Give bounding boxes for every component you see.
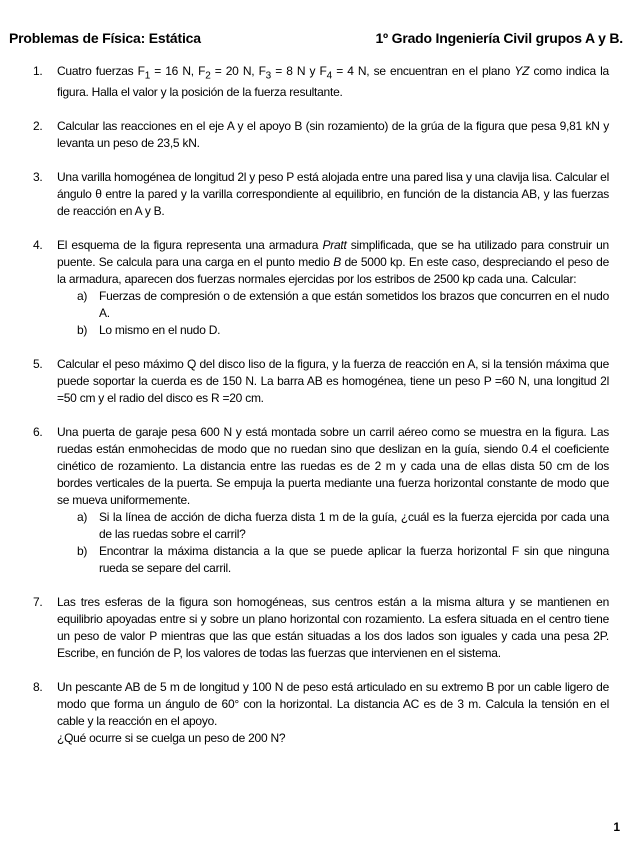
subitem-letter: b) — [77, 323, 88, 338]
document-title: Problemas de Física: Estática — [9, 30, 201, 46]
subitem-text: Encontrar la máxima distancia a la que se puede aplicar la fuerza horizontal F sin que ninguna rueda se separe del carril. — [99, 544, 609, 576]
subitem-letter: a) — [77, 510, 88, 525]
problem-text: Las tres esferas de la figura son homogéneas, sus centros están a la misma altura y se mantienen en equilibrio apoyadas entre si y sobre un plano horizontal con rozamiento. La esfera situada en el centro tiene un peso de valor P mientras que las que están situadas a los dos lados son iguales y cada una pesa 2P. Escribe, en función de P, los valores de todas las fuerzas que intervienen en el sistema. — [57, 595, 609, 661]
problem-7 — [33, 594, 609, 662]
subitem-text: Fuerzas de compresión o de extensión a que están sometidos los brazos que concurren en el nudo A. — [99, 289, 609, 321]
sublist — [57, 509, 609, 577]
problem-8 — [33, 679, 609, 747]
problem-number: 6. — [33, 425, 43, 440]
problem-number: 3. — [33, 170, 43, 185]
page-number: 1 — [613, 820, 620, 834]
subitem-b — [57, 543, 609, 577]
problem-list — [33, 63, 609, 747]
problem-number: 8. — [33, 680, 43, 695]
problem-text: El esquema de la figura representa una armadura Pratt simplificada, que se ha utilizado para construir un puente. Se calcula para una carga en el punto medio B de 5000 kp. En este caso, despreciando el peso de la armadura, aparecen dos fuerzas normales ejercidas por los estribos de 2500 kp cada una. Calcular: — [57, 238, 609, 287]
subitem-b — [57, 322, 609, 339]
problem-number: 1. — [33, 64, 43, 78]
problem-text: Una puerta de garaje pesa 600 N y está montada sobre un carril aéreo como se muestra en la figura. Las ruedas están enmohecidas de modo que no ruedan sino que deslizan en la guía, siendo 0.4 el coeficiente cinético de rozamiento. La distancia entre las ruedas es de 2 m y cada una de ellas dista 50 cm de los bordes verticales de la puerta. Se empuja la puerta mediante una fuerza horizontal constante de modo que se mueva uniformemente. — [57, 425, 609, 508]
problem-4 — [33, 237, 609, 339]
problem-3 — [33, 169, 609, 220]
problem-number: 5. — [33, 357, 43, 372]
subitem-letter: b) — [77, 544, 88, 559]
problem-text: Cuatro fuerzas $F_1 = 16$ N, $F_2 = 20$ N, $F_3 = 8$ N y $F_4 = 4$ N, se encuentran en el plano YZ como indica la figura. Halla el valor y la posición de la fuerza resultante. — [57, 64, 609, 100]
subitem-letter: a) — [77, 289, 88, 304]
course-label: 1º Grado Ingeniería Civil grupos A y B. — [375, 30, 623, 46]
problem-2 — [33, 118, 609, 152]
subitem-text: Lo mismo en el nudo D. — [99, 323, 221, 338]
problem-text: Un pescante AB de 5 m de longitud y 100 N de peso está articulado en su extremo B por un cable ligero de modo que forma un ángulo de 60° con la horizontal. La distancia AC es de 3 m. Calcula la tensión en el cable y la reacción en el apoyo. — [57, 680, 609, 729]
problem-6 — [33, 424, 609, 577]
problem-number: 7. — [33, 595, 43, 610]
problem-number: 2. — [33, 119, 43, 134]
subitem-a — [57, 509, 609, 543]
problem-text: Calcular las reacciones en el eje A y el apoyo B (sin rozamiento) de la grúa de la figura que pesa 9,81 kN y levanta un peso de 23,5 kN. — [57, 119, 609, 151]
page-header — [9, 30, 623, 46]
problem-5 — [33, 356, 609, 407]
problem-text: Una varilla homogénea de longitud 2l y peso P está alojada entre una pared lisa y una clavija lisa. Calcular el ángulo θ entre la pared y la varilla correspondiente al equilibrio, en función de la distancia AB, y las fuerzas de reacción en A y B. — [57, 170, 609, 219]
problem-number: 4. — [33, 238, 43, 253]
problem-1 — [33, 63, 609, 101]
problem-question: ¿Qué ocurre si se cuelga un peso de 200 N? — [57, 731, 286, 746]
subitem-a — [57, 288, 609, 322]
sublist — [57, 288, 609, 339]
problem-text: Calcular el peso máximo Q del disco liso de la figura, y la fuerza de reacción en A, si la tensión máxima que puede soportar la cuerda es de 150 N. La barra AB es homogénea, tiene un peso P =60 N, una longitud 2l =50 cm y el radio del disco es R =20 cm. — [57, 357, 609, 406]
subitem-text: Si la línea de acción de dicha fuerza dista 1 m de la guía, ¿cuál es la fuerza ejercida por cada una de las ruedas sobre el carril? — [99, 510, 609, 542]
